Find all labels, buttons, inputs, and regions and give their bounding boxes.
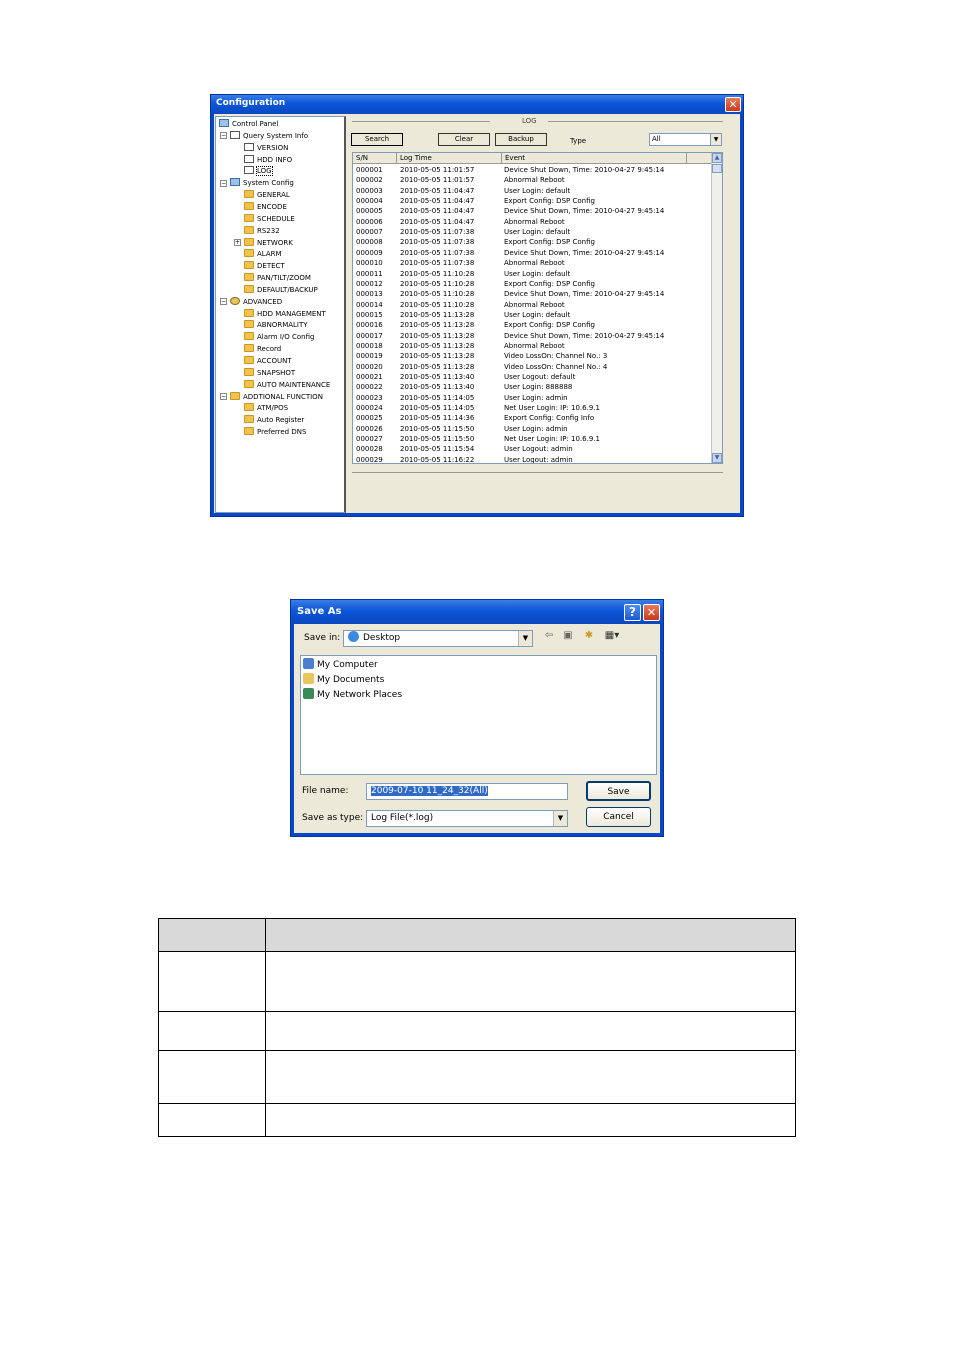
tree-item[interactable] xyxy=(244,165,272,177)
save-in-select[interactable] xyxy=(343,630,533,647)
tree-expander-icon[interactable]: − xyxy=(221,298,227,306)
log-event: User Login: default xyxy=(504,310,571,319)
table-row[interactable] xyxy=(353,310,712,320)
scroll-thumb[interactable] xyxy=(712,164,722,173)
table-cell xyxy=(266,1104,796,1137)
table-row[interactable] xyxy=(353,434,712,444)
log-event: Export Config: DSP Config xyxy=(504,238,595,247)
log-time: 2010-05-05 11:13:28 xyxy=(400,310,475,319)
log-list-header xyxy=(353,153,712,164)
table-row[interactable] xyxy=(353,382,712,392)
type-select[interactable] xyxy=(649,133,722,146)
log-time: 2010-05-05 11:07:38 xyxy=(400,259,475,268)
tree-item[interactable] xyxy=(244,248,282,260)
computer-icon xyxy=(219,119,229,127)
tree-item-label: System Config xyxy=(243,179,294,188)
log-event: Device Shut Down, Time: 2010-04-27 9:45:14 xyxy=(504,207,665,216)
table-row[interactable] xyxy=(353,196,712,206)
log-time: 2010-05-05 11:15:50 xyxy=(400,435,475,444)
folder-icon xyxy=(244,356,254,364)
back-icon[interactable]: ⇦ xyxy=(544,630,554,641)
log-sn: 000018 xyxy=(356,341,383,350)
log-time: 2010-05-05 11:15:54 xyxy=(400,445,475,454)
note-icon xyxy=(244,143,254,151)
log-time: 2010-05-05 11:07:38 xyxy=(400,228,475,237)
folder-icon xyxy=(244,380,254,388)
tree-item-label: RS232 xyxy=(257,226,280,235)
log-event: User Login: 888888 xyxy=(504,383,573,392)
log-event: Device Shut Down, Time: 2010-04-27 9:45:14 xyxy=(504,248,665,257)
log-time: 2010-05-05 11:04:47 xyxy=(400,217,475,226)
tree-item-label: DEFAULT/BACKUP xyxy=(257,285,318,294)
network-icon xyxy=(303,688,314,699)
tree-item-label: PAN/TILT/ZOOM xyxy=(257,274,311,283)
table-row xyxy=(159,1051,796,1104)
log-time: 2010-05-05 11:13:28 xyxy=(400,341,475,350)
type-value: All xyxy=(652,135,661,143)
log-time: 2010-05-05 11:13:40 xyxy=(400,373,475,381)
tree-item[interactable] xyxy=(230,130,308,142)
gear-icon xyxy=(230,297,240,305)
log-time: 2010-05-05 11:01:57 xyxy=(400,176,475,185)
table-row[interactable] xyxy=(353,186,712,196)
log-event: Device Shut Down, Time: 2010-04-27 9:45:14 xyxy=(504,166,665,174)
log-sn: 000025 xyxy=(356,414,383,423)
tree-item-label: LOG xyxy=(257,167,272,176)
table-row[interactable] xyxy=(353,403,712,413)
tree-item-label: Record xyxy=(257,345,282,354)
tree-item[interactable] xyxy=(244,343,281,355)
log-sn: 000029 xyxy=(356,455,383,464)
folder-icon xyxy=(244,273,254,281)
table-row[interactable] xyxy=(353,413,712,423)
table-row[interactable] xyxy=(353,424,712,434)
folder-icon xyxy=(244,214,254,222)
log-time: 2010-05-05 11:13:28 xyxy=(400,362,475,371)
table-row[interactable] xyxy=(353,331,712,341)
tree-item[interactable] xyxy=(244,154,292,166)
column-header-event[interactable]: Event xyxy=(502,153,687,164)
folder-icon xyxy=(244,261,254,269)
log-event: User Logout: default xyxy=(504,373,576,381)
folder-icon xyxy=(244,238,254,246)
column-header-sn[interactable]: S/N xyxy=(353,153,397,164)
log-time: 2010-05-05 11:16:22 xyxy=(400,455,475,464)
parameter-table xyxy=(158,918,796,1137)
tree-item[interactable] xyxy=(244,260,285,272)
log-sn: 000022 xyxy=(356,383,383,392)
log-time: 2010-05-05 11:04:47 xyxy=(400,207,475,216)
scroll-down-icon[interactable]: ▼ xyxy=(712,453,722,463)
tree-item[interactable] xyxy=(230,177,294,189)
folder-icon xyxy=(244,403,254,411)
new-folder-icon[interactable]: ✱ xyxy=(584,630,594,641)
tree-item[interactable] xyxy=(244,201,287,213)
log-sn: 000004 xyxy=(356,197,383,206)
tree-item-label: VERSION xyxy=(257,143,289,152)
log-time: 2010-05-05 11:13:28 xyxy=(400,321,475,330)
tree-item[interactable] xyxy=(230,296,282,308)
folder-icon xyxy=(244,415,254,423)
tree-item[interactable] xyxy=(230,391,323,403)
log-time: 2010-05-05 11:10:28 xyxy=(400,300,475,309)
tree-expander-icon[interactable]: − xyxy=(221,132,227,140)
log-sn: 000024 xyxy=(356,404,383,413)
log-time: 2010-05-05 11:15:50 xyxy=(400,424,475,433)
log-event: Abnormal Reboot xyxy=(504,300,565,309)
list-item-label: My Network Places xyxy=(317,690,403,700)
divider xyxy=(352,121,490,122)
table-cell xyxy=(266,1051,796,1104)
folder-icon xyxy=(244,332,254,340)
tree-item-label: ALARM xyxy=(257,250,282,259)
help-icon[interactable]: ? xyxy=(624,604,641,621)
log-event: Video LossOn: Channel No.: 4 xyxy=(504,362,608,371)
table-row xyxy=(159,1012,796,1051)
tree-item-label: ABNORMALITY xyxy=(257,321,308,330)
log-sn: 000028 xyxy=(356,445,383,454)
table-cell xyxy=(266,919,796,952)
tree-item-label: HDD INFO xyxy=(257,155,293,164)
list-item-label: My Computer xyxy=(317,660,378,670)
log-event: User Login: admin xyxy=(504,393,568,402)
tree-item[interactable] xyxy=(244,225,280,237)
table-row[interactable] xyxy=(353,320,712,330)
log-time: 2010-05-05 11:13:40 xyxy=(400,383,475,392)
config-title: Configuration xyxy=(216,98,286,108)
folder-icon xyxy=(244,309,254,317)
table-cell xyxy=(266,1012,796,1051)
table-row[interactable] xyxy=(353,455,712,464)
desktop-icon xyxy=(348,631,359,642)
log-sn: 000008 xyxy=(356,238,383,247)
folder-icon xyxy=(244,285,254,293)
log-sn: 000023 xyxy=(356,393,383,402)
view-menu-icon[interactable]: ▦▾ xyxy=(604,630,620,641)
close-icon[interactable]: ✕ xyxy=(643,604,660,621)
table-row[interactable] xyxy=(353,393,712,403)
tree-item-label: Auto Register xyxy=(257,416,305,425)
folder-icon xyxy=(244,368,254,376)
type-label: Type xyxy=(570,137,587,145)
tree-item[interactable] xyxy=(244,284,318,296)
log-sn: 000003 xyxy=(356,186,383,195)
tree-item-label: Control Panel xyxy=(232,120,279,128)
table-row[interactable] xyxy=(353,362,712,372)
log-panel xyxy=(348,116,738,513)
log-sn: 000009 xyxy=(356,248,383,257)
tree-item-label: Alarm I/O Config xyxy=(257,333,315,342)
save-type-label: Save as type: xyxy=(302,813,364,823)
table-row[interactable] xyxy=(353,300,712,310)
table-row[interactable] xyxy=(353,372,712,382)
log-time: 2010-05-05 11:04:47 xyxy=(400,197,475,206)
table-row[interactable] xyxy=(353,165,712,175)
folder-icon xyxy=(230,392,240,400)
log-sn: 000007 xyxy=(356,228,383,237)
log-event: User Login: default xyxy=(504,228,571,237)
note-icon xyxy=(244,166,254,174)
table-row[interactable] xyxy=(353,248,712,258)
tree-item[interactable] xyxy=(244,402,288,414)
log-sn: 000001 xyxy=(356,166,383,174)
log-time: 2010-05-05 11:01:57 xyxy=(400,166,475,174)
log-sn: 000015 xyxy=(356,310,383,319)
tree-item-label: Preferred DNS xyxy=(257,428,307,437)
log-sn: 000005 xyxy=(356,207,383,216)
table-header-row xyxy=(159,919,796,952)
tools-icon xyxy=(230,178,240,186)
log-event: Video LossOn: Channel No.: 3 xyxy=(504,352,608,361)
log-time: 2010-05-05 11:04:47 xyxy=(400,186,475,195)
log-scrollbar[interactable] xyxy=(711,153,722,463)
log-time: 2010-05-05 11:14:05 xyxy=(400,404,475,413)
table-row[interactable] xyxy=(353,289,712,299)
table-cell xyxy=(159,1051,266,1104)
tree-item[interactable] xyxy=(244,367,295,379)
close-icon[interactable]: ✕ xyxy=(725,97,741,112)
folder-icon xyxy=(244,427,254,435)
log-sn: 000012 xyxy=(356,279,383,288)
log-sn: 000026 xyxy=(356,424,383,433)
tree-expander-icon[interactable]: − xyxy=(221,179,227,187)
log-sn: 000002 xyxy=(356,176,383,185)
list-item[interactable] xyxy=(303,658,378,672)
log-sn: 000013 xyxy=(356,290,383,299)
table-cell xyxy=(159,1104,266,1137)
tree-item-label: AUTO MAINTENANCE xyxy=(257,380,331,389)
table-row[interactable] xyxy=(353,175,712,185)
folder-icon xyxy=(244,320,254,328)
chevron-down-icon[interactable]: ▼ xyxy=(518,631,532,646)
log-sn: 000014 xyxy=(356,300,383,309)
divider xyxy=(548,121,723,122)
log-event: Abnormal Reboot xyxy=(504,176,565,185)
log-event: Device Shut Down, Time: 2010-04-27 9:45:14 xyxy=(504,331,665,340)
list-item[interactable] xyxy=(303,688,402,702)
configuration-window xyxy=(210,94,744,517)
tree-item-label: GENERAL xyxy=(257,191,290,200)
log-time: 2010-05-05 11:07:38 xyxy=(400,238,475,247)
tree-item-label: ENCODE xyxy=(257,202,287,211)
table-row[interactable] xyxy=(353,258,712,268)
log-time: 2010-05-05 11:13:28 xyxy=(400,331,475,340)
tree-item-label: ATM/POS xyxy=(257,404,289,413)
tree-item-label: HDD MANAGEMENT xyxy=(257,309,326,318)
tree-item[interactable] xyxy=(244,272,311,284)
log-event: User Login: admin xyxy=(504,424,568,433)
folder-icon xyxy=(244,344,254,352)
log-event: Export Config: DSP Config xyxy=(504,321,595,330)
table-row[interactable] xyxy=(353,351,712,361)
log-event: Export Config: DSP Config xyxy=(504,279,595,288)
log-sn: 000027 xyxy=(356,435,383,444)
save-as-dialog xyxy=(290,599,664,837)
tree-item[interactable] xyxy=(244,189,290,201)
log-event: User Login: default xyxy=(504,269,571,278)
note-icon xyxy=(230,131,240,139)
tree-item-label: ACCOUNT xyxy=(257,357,292,365)
save-in-label: Save in: xyxy=(304,633,341,643)
log-time: 2010-05-05 11:10:28 xyxy=(400,279,475,288)
tree-item[interactable] xyxy=(219,118,278,130)
tree-item[interactable] xyxy=(244,237,293,249)
folder-icon xyxy=(244,226,254,234)
backup-button[interactable]: Backup xyxy=(495,133,547,146)
log-sn: 000017 xyxy=(356,331,383,340)
log-event: User Logout: admin xyxy=(504,455,573,464)
log-event: Export Config: Config Info xyxy=(504,414,595,423)
folder-icon xyxy=(244,202,254,210)
save-as-titlebar xyxy=(291,600,663,624)
log-time: 2010-05-05 11:10:28 xyxy=(400,290,475,299)
log-sn: 000011 xyxy=(356,269,383,278)
table-row[interactable] xyxy=(353,237,712,247)
tree-item[interactable] xyxy=(244,414,304,426)
log-time: 2010-05-05 11:10:28 xyxy=(400,269,475,278)
table-cell xyxy=(159,952,266,1012)
table-cell xyxy=(159,1012,266,1051)
log-event: User Logout: admin xyxy=(504,445,573,454)
up-folder-icon[interactable]: ▣ xyxy=(563,630,573,641)
tree-expander-icon[interactable]: + xyxy=(235,239,241,246)
tree-item[interactable] xyxy=(244,426,306,438)
save-type-select[interactable] xyxy=(366,810,568,827)
log-time: 2010-05-05 11:14:05 xyxy=(400,393,475,402)
table-cell xyxy=(159,919,266,952)
documents-icon xyxy=(303,673,314,684)
tree-item[interactable] xyxy=(244,355,292,367)
log-sn: 000021 xyxy=(356,373,383,381)
log-event: Net User Login: IP: 10.6.9.1 xyxy=(504,435,600,444)
log-event: Export Config: DSP Config xyxy=(504,197,595,206)
table-row[interactable] xyxy=(353,217,712,227)
cancel-button[interactable]: Cancel xyxy=(586,807,651,827)
log-event: Abnormal Reboot xyxy=(504,259,565,268)
save-type-value: Log File(*.log) xyxy=(371,813,434,823)
log-time: 2010-05-05 11:13:28 xyxy=(400,352,475,361)
log-event: Abnormal Reboot xyxy=(504,341,565,350)
table-row[interactable] xyxy=(353,227,712,237)
tree-item-label: SCHEDULE xyxy=(257,214,295,223)
table-row[interactable] xyxy=(353,341,712,351)
tree-item[interactable] xyxy=(244,213,295,225)
clear-button[interactable]: Clear xyxy=(438,133,490,146)
log-sn: 000016 xyxy=(356,321,383,330)
save-as-client xyxy=(294,624,660,833)
note-icon xyxy=(244,155,254,163)
log-event: User Login: default xyxy=(504,186,571,195)
chevron-down-icon[interactable]: ▼ xyxy=(710,134,721,145)
log-event: Net User Login: IP: 10.6.9.1 xyxy=(504,404,600,413)
tree-item-label: Query System Info xyxy=(243,131,309,140)
table-cell xyxy=(266,952,796,1012)
save-in-value: Desktop xyxy=(363,633,401,643)
tree-item-label: SNAPSHOT xyxy=(257,368,296,377)
table-row xyxy=(159,952,796,1012)
list-item[interactable] xyxy=(303,673,384,687)
log-time: 2010-05-05 11:07:38 xyxy=(400,248,475,257)
log-sn: 000019 xyxy=(356,352,383,361)
scroll-up-icon[interactable]: ▲ xyxy=(712,153,722,163)
table-row[interactable] xyxy=(353,206,712,216)
tree-item-label: ADVANCED xyxy=(243,297,283,306)
log-sn: 000006 xyxy=(356,217,383,226)
log-sn: 000010 xyxy=(356,259,383,268)
tree-item[interactable] xyxy=(244,308,326,320)
config-tree[interactable] xyxy=(215,116,346,513)
list-item-label: My Documents xyxy=(317,675,385,685)
tree-item-label: NETWORK xyxy=(257,238,293,247)
file-name-value: 2009-07-10 11_24_32(All) xyxy=(371,786,488,796)
table-row[interactable] xyxy=(353,269,712,279)
column-header-log-time[interactable]: Log Time xyxy=(397,153,502,164)
divider xyxy=(352,472,723,473)
tree-item[interactable] xyxy=(244,379,330,391)
tree-item-label: DETECT xyxy=(257,262,285,271)
tree-item[interactable] xyxy=(244,142,288,154)
log-list[interactable] xyxy=(352,152,723,464)
tree-item-label: ADDTIONAL FUNCTION xyxy=(243,392,323,401)
log-event: Device Shut Down, Time: 2010-04-27 9:45:14 xyxy=(504,290,665,299)
table-row[interactable] xyxy=(353,444,712,454)
log-time: 2010-05-05 11:14:36 xyxy=(400,414,475,423)
search-button[interactable]: Search xyxy=(351,133,403,146)
log-title: LOG xyxy=(522,117,537,125)
folder-icon xyxy=(244,249,254,257)
config-client xyxy=(214,114,740,513)
table-row[interactable] xyxy=(353,279,712,289)
file-list[interactable] xyxy=(300,655,657,775)
config-titlebar xyxy=(211,95,743,114)
log-event: Abnormal Reboot xyxy=(504,217,565,226)
save-button[interactable]: Save xyxy=(586,781,651,801)
save-as-title: Save As xyxy=(297,606,342,617)
tree-item[interactable] xyxy=(244,319,308,331)
chevron-down-icon[interactable]: ▼ xyxy=(553,811,567,826)
file-name-input[interactable] xyxy=(366,783,568,800)
tree-expander-icon[interactable]: − xyxy=(221,393,227,401)
file-name-label: File name: xyxy=(302,786,349,796)
tree-item[interactable] xyxy=(244,331,314,343)
folder-icon xyxy=(244,190,254,198)
table-row xyxy=(159,1104,796,1137)
computer-icon xyxy=(303,658,314,669)
log-sn: 000020 xyxy=(356,362,383,371)
